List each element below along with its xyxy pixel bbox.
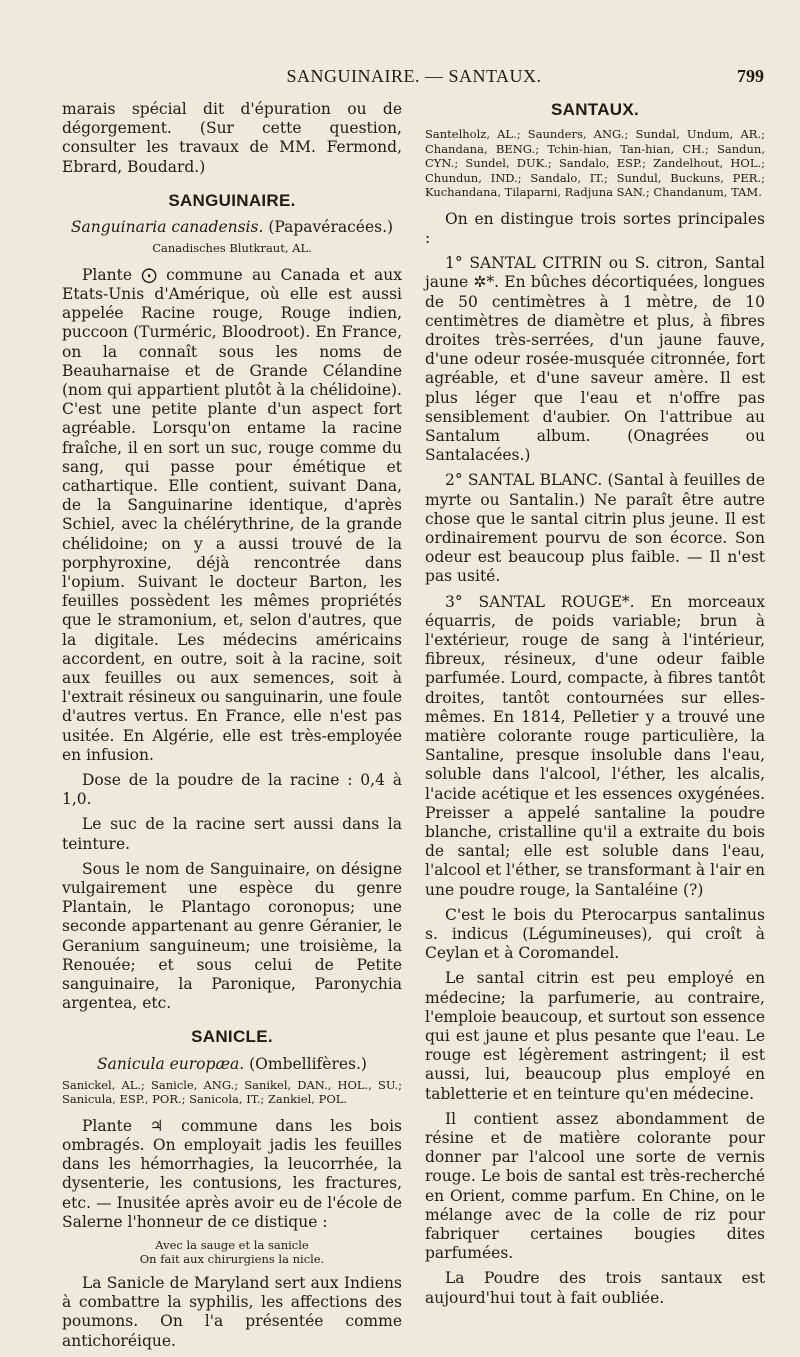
latin-binomial: Sanicula europæa. [97, 1054, 245, 1073]
paragraph: C'est le bois du Pterocarpus santalinus s. indicus (Légumineuses), qui croît à Ceylan et à Coromandel. [425, 905, 765, 963]
paragraph: La Poudre des trois santaux est aujourd'hui tout à fait oubliée. [425, 1269, 765, 1307]
left-column [62, 100, 402, 1357]
paragraph: La Sanicle de Maryland sert aux Indiens à combattre la syphilis, les affections des poumons. On l'a présentée comme antichoréique. [62, 1274, 402, 1350]
entry-title-santaux: SANTAUX. [550, 100, 640, 119]
page-number: 799 [737, 66, 764, 86]
paragraph-santal-rouge: 3° SANTAL ROUGE*. En morceaux équarris, de poids variable; brun à l'extérieur, rouge de sang à l'intérieur, fibreux, résineux, d'une odeur faible parfumée. Lourd, compacte, à fibres tantôt droites, tantôt contournées sur elles-mêmes. En 1814, Pelletier y a trouvé une matière colorante rouge particulière, la Santaline, presque insoluble dans l'eau, soluble dans l'alcool, l'éther, les alcalis, l'acide acétique et les essences oxygénées. Preisser a appelé santaline la poudre blanche, cristalline qu'il a extraite du bois de santal; elle est soluble dans l'eau, l'alcool et l'éther, se transformant à l'air en une poudre rouge, la Santaléine (?) [425, 592, 765, 899]
paragraph: Dose de la poudre de la racine : 0,4 à 1,0. [62, 771, 402, 809]
paragraph: Le suc de la racine sert aussi dans la teinture. [62, 815, 402, 853]
distich [62, 1238, 402, 1266]
entry-title-sanicle: SANICLE. [191, 1027, 273, 1047]
plant-family: (Papavéracées.) [268, 218, 394, 237]
running-title: SANGUINAIRE. — SANTAUX. [286, 66, 542, 86]
paragraph-santal-blanc: 2° SANTAL BLANC. (Santal à feuilles de myrte ou Santalin.) Ne paraît être autre chose que le santal citrin plus jeune. Il est ordinairement pourvu de son écorce. Son odeur est beaucoup plus faible. — Il n'est pas usité. [425, 471, 765, 586]
latin-name-sanguinaire [62, 218, 402, 237]
paragraph-santal-citrin: 1° SANTAL CITRIN ou S. citron, Santal jaune ✲*. En bûches décortiquées, longues de 50 centimètres à 1 mètre, de 10 centimètres de diamètre et plus, à fibres droites très-serrées, d'un jaune fauve, d'une odeur rosée-musquée citronnée, fort agréable, et d'une saveur amère. Il est plus léger que l'eau et n'offre pas sensiblement d'aubier. On l'attribue au Santalum album. (Onagrées ou Santalacées.) [425, 254, 765, 465]
page-header [58, 66, 770, 94]
verse-line: Avec la sauge et la sanicle [155, 1238, 309, 1253]
latin-name-sanicle [62, 1055, 402, 1074]
plant-family: (Ombellifères.) [249, 1054, 367, 1073]
latin-binomial: Sanguinaria canadensis. [70, 218, 264, 237]
paragraph: Plante ⨀ commune au Canada et aux Etats-Unis d'Amérique, où elle est aussi appelée Racine rouge, Rouge indien, puccoon (Turméric, Bloodroot). En France, on la connaît sous les noms de Beauharnaise et de Grande Célandine (nom qui appartient plutôt à la chélidoine). C'est une petite plante d'un aspect fort agréable. Lorsqu'on entame la racine fraîche, il en sort un suc, rouge comme du sang, qui passe pour émétique et cathartique. Elle contient, suivant Dana, de la Sanguinarine identique, d'après Schiel, avec la chélérythrine, de la grande chélidoine; on y a aussi trouvé de la porphyroxine, déjà rencontrée dans l'opium. Suivant le docteur Barton, les feuilles possèdent les mêmes propriétés que le stramonium, et, selon d'autres, que la digitale. Les médecins américains accordent, en outre, soit à la racine, soit aux feuilles ou aux semences, soit à l'extrait résineux ou sanguinarin, une foule d'autres vertus. En France, elle n'est pas usitée. En Algérie, elle est très-employée en infusion. [62, 265, 402, 764]
continued-paragraph: marais spécial dit d'épuration ou de dégorgement. (Sur cette question, consulter les travaux de MM. Fermond, Ebrard, Boudard.) [62, 100, 402, 176]
paragraph: Il contient assez abondamment de résine et de matière colorante pour donner par l'alcool une sorte de vernis rouge. Le bois de santal est très-recherché en Orient, comme parfum. En Chine, on le mélange avec de la colle de riz pour fabriquer certaines bougies dites parfumées. [425, 1109, 765, 1263]
foreign-names-sanicle: Sanickel, AL.; Sanicle, ANG.; Sanikel, DAN., HOL., SU.; Sanicula, ESP., POR.; Sanicola, IT.; Zankiel, POL. [62, 1077, 402, 1107]
right-column [425, 100, 765, 1314]
verse-line: On fait aux chirurgiens la nicle. [139, 1252, 325, 1267]
foreign-names-sanguinaire: Canadisches Blutkraut, AL. [152, 241, 312, 256]
paragraph: Le santal citrin est peu employé en médecine; la parfumerie, au contraire, l'emploie beaucoup, et surtout son essence qui est jaune et plus pesante que l'eau. Le rouge est légèrement astringent; il est aussi, lui, beaucoup plus employé en tabletterie et en teinture qu'en médecine. [425, 969, 765, 1103]
entry-title-sanguinaire: SANGUINAIRE. [168, 190, 296, 210]
foreign-names-santaux: Santelholz, AL.; Saunders, ANG.; Sundal, Undum, AR.; Chandana, BENG.; Tchin-hian, Tan-hian, CH.; Sandun, CYN.; Sundel, DUK.; Sandalo, ESP.; Zandelhout, HOL.; Chundun, IND.; Sandalo, IT.; Sundul, Buckuns, PER.; Kuchandana, Tilaparni, Radjuna SAN.; Chandanum, TAM. [425, 127, 765, 200]
paragraph: On en distingue trois sortes principales : [425, 209, 765, 247]
paragraph: Sous le nom de Sanguinaire, on désigne vulgairement une espèce du genre Plantain, le Plantago coronopus; une seconde appartenant au genre Géranier, le Geranium sanguineum; une troisième, la Renouée; et sous celui de Petite sanguinaire, la Paronique, Paronychia argentea, etc. [62, 859, 402, 1013]
paragraph: Plante ♃ commune dans les bois ombragés. On employait jadis les feuilles dans les hémorrhagies, la leucorrhée, la dysenterie, les contusions, les fractures, etc. — Inusitée après avoir eu de l'école de Salerne l'honneur de ce distique : [62, 1116, 402, 1231]
